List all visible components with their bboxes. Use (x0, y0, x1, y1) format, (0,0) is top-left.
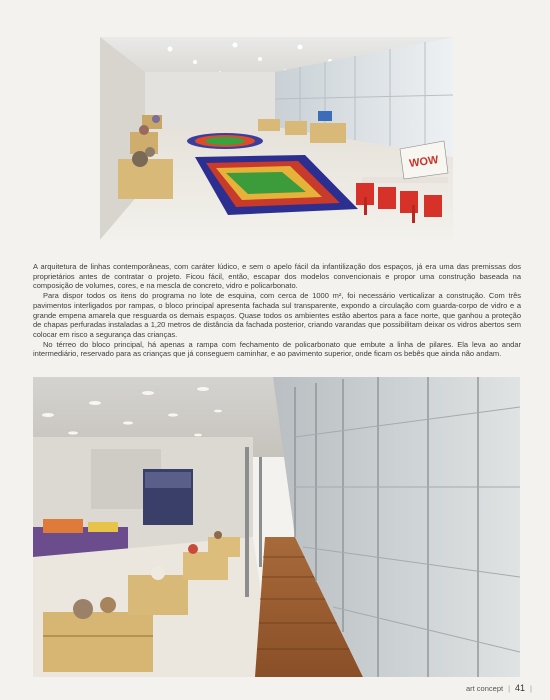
back-wall (145, 72, 275, 127)
footer-separator: | (508, 683, 511, 693)
paragraph-2: Para dispor todos os itens do programa no lote de esquina, com cerca de 1000 m², foi necessário verticalizar a construção. Com três pavimentos interligados por rampas, o bloco principal apresenta fachada sul transparente, expondo a circulação com guarda-corpo de vidro e a grande empena amarela que resguarda os demais espaços. Quase todos os ambientes estão abertos para a face norte, que ganhou a proteção de chapas perfuradas instaladas a 1,20 metros de distância da fachada posterior, criando varandas que possibilitam deixar os vidros abertos sem colocar em risco a segurança das crianças. (33, 291, 521, 339)
footer-trailing-separator: | (530, 683, 532, 693)
top-photo (100, 37, 453, 240)
article-body (33, 262, 521, 359)
paragraph-3: No térreo do bloco principal, há apenas a rampa com fechamento de policarbonato que embute a linha de pilares. Ela leva ao andar intermediário, reservado para as crianças que já conseguem caminhar, e ao pavimento superior, onde ficam os bebês que ainda não andam. (33, 339, 521, 359)
magazine-name: art concept (465, 683, 504, 693)
page-number: 41 (515, 683, 526, 693)
bottom-photo (33, 377, 520, 677)
page-footer (466, 683, 532, 693)
sign-text: WOW (408, 154, 440, 171)
paragraph-1: A arquitetura de linhas contemporâneas, com caráter lúdico, e sem o apelo fácil da infantilização dos espaços, já era uma das premissas dos proprietários antes de contratar o projeto. Ficou fácil, então, escapar dos modelos convencionais e propor uma construção baseada na composição de volumes, cores, e na mescla de concreto, vidro e policarbonato. (33, 262, 521, 291)
